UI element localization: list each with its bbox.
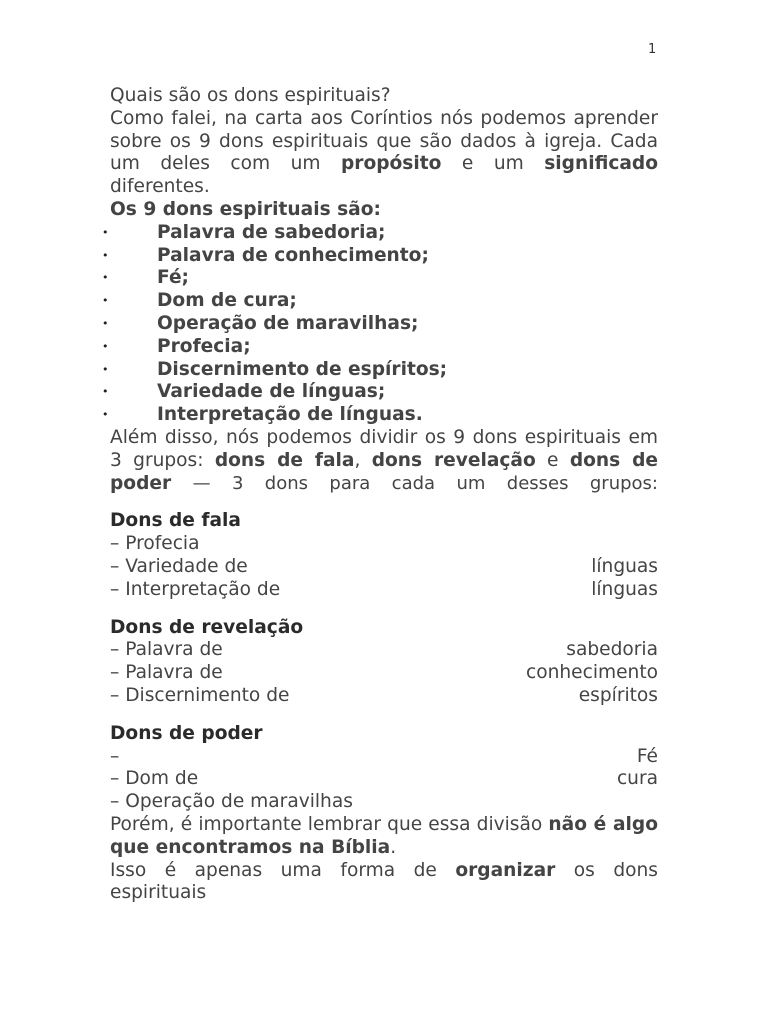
groups-text-2: ,: [354, 449, 372, 471]
group-item: [110, 662, 658, 685]
groups-bold-revelacao: dons revelação: [371, 449, 536, 471]
group-item-end: Fé: [636, 745, 658, 767]
list-item: • Fé;: [110, 267, 658, 290]
group-item-text: – Palavra de: [110, 662, 223, 684]
groups-text-1: Além disso, nós podemos dividir os 9 dons espirituais em 3 grupos:: [110, 426, 658, 471]
closing-text-3: Isso é apenas uma forma de: [110, 859, 456, 881]
group-item: [110, 579, 658, 602]
group-item-end: espíritos: [578, 684, 658, 706]
list-item: • Profecia;: [110, 336, 658, 359]
list-item: • Palavra de conhecimento;: [110, 245, 658, 268]
group-title-poder: Dons de poder: [110, 722, 263, 744]
group-item: [110, 639, 658, 662]
closing-text-2: .: [390, 836, 397, 858]
group-item: [110, 746, 658, 769]
groups-bold-fala: dons de fala: [214, 449, 355, 471]
group-item-end: cura: [616, 768, 658, 790]
intro-bold-purpose: propósito: [340, 153, 442, 175]
group-item-text: – Palavra de: [110, 639, 223, 661]
closing-text-1: Porém, é importante lembrar que essa divisão: [110, 813, 549, 835]
groups-intro-paragraph: [110, 427, 658, 495]
group-item-end: línguas: [591, 555, 658, 577]
groups-text-4: — 3 dons para cada um desses grupos:: [171, 472, 658, 494]
document-body: [110, 85, 658, 905]
group-item-text: – Dom de: [110, 768, 199, 790]
list-heading: [110, 199, 658, 222]
group-item-text: –: [110, 745, 120, 767]
group-item-text: – Discernimento de: [110, 684, 290, 706]
groups-text-3: e: [535, 449, 570, 471]
group-item: [110, 768, 658, 791]
closing-text-4: os dons espirituais: [110, 859, 658, 904]
list-item: • Dom de cura;: [110, 290, 658, 313]
closing-paragraph-2: [110, 860, 658, 906]
group-item-end: línguas: [591, 578, 658, 600]
closing-paragraph-1: [110, 814, 658, 860]
intro-text-1: Como falei, na carta aos Coríntios nós podemos aprender sobre os 9 dons espirituais que são dados à igreja. Cada um deles com um: [110, 107, 658, 175]
group-item: [110, 685, 658, 708]
page-title: Quais são os dons espirituais?: [110, 85, 391, 106]
list-heading-text: Os 9 dons espirituais são:: [110, 198, 381, 220]
group-item-text: – Profecia: [110, 533, 200, 555]
group-item-text: – Interpretação de: [110, 578, 281, 600]
intro-bold-meaning: significado: [544, 153, 658, 175]
list-item: • Variedade de línguas;: [110, 381, 658, 404]
group-title-revelacao: Dons de revelação: [110, 616, 304, 638]
intro-text-3: diferentes.: [110, 176, 210, 198]
groups-bold-poder: dons de poder: [110, 449, 658, 494]
group-item: [110, 556, 658, 579]
gifts-list: [110, 222, 658, 427]
group-item-end: sabedoria: [566, 639, 658, 661]
list-item: • Interpretação de línguas.: [110, 404, 658, 427]
closing-bold-2: organizar: [455, 859, 556, 881]
group-item: [110, 533, 658, 556]
group-item: [110, 791, 658, 814]
list-item: • Discernimento de espíritos;: [110, 359, 658, 382]
intro-paragraph: [110, 108, 658, 199]
group-item-text: – Operação de maravilhas: [110, 791, 353, 813]
list-item: • Operação de maravilhas;: [110, 313, 658, 336]
list-item: • Palavra de sabedoria;: [110, 222, 658, 245]
group-item-end: conhecimento: [526, 662, 658, 684]
group-item-text: – Variedade de: [110, 555, 248, 577]
closing-bold-1: não é algo que encontramos na Bíblia: [110, 813, 658, 858]
intro-text-2: e um: [441, 153, 545, 175]
group-title-fala: Dons de fala: [110, 510, 241, 532]
page-number: 1: [648, 42, 657, 57]
